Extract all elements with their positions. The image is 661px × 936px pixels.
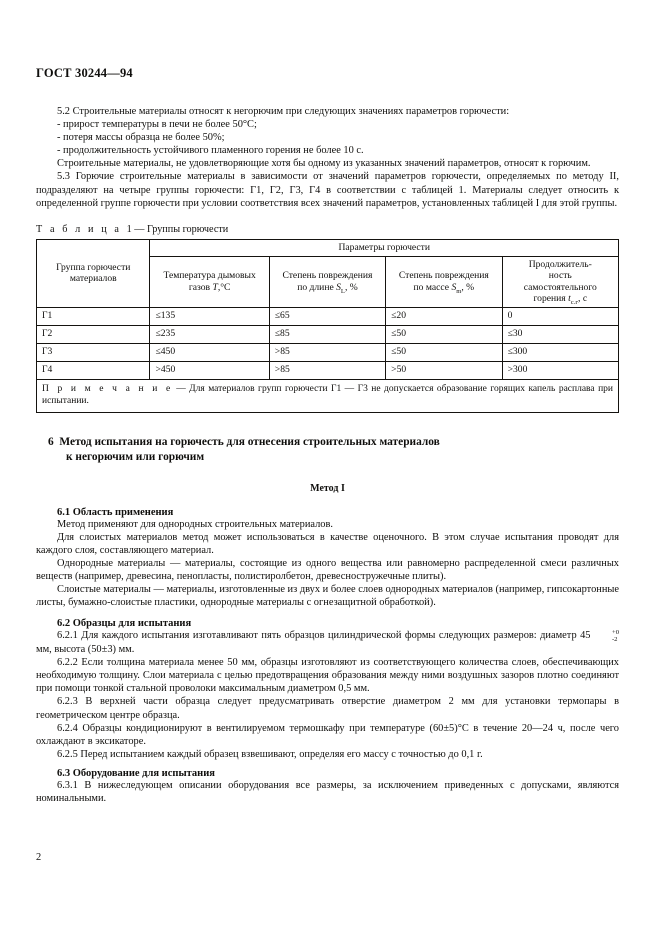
table-caption-label: Т а б л и ц а <box>36 223 122 235</box>
header-line: самостоятельного <box>523 281 597 293</box>
clause-6-2-4: 6.2.4 Образцы кондиционируют в вентилируемом термошкафу при температуре (60±5)°С в течение 20—24 ч, после чего охлаждают в эксикаторе. <box>36 722 619 747</box>
table-header-row-1 <box>37 239 619 256</box>
clause-5-2-bullet-3: - продолжительность устойчивого пламенного горения не более 10 с. <box>57 145 364 157</box>
tolerance-upper: +0 <box>611 628 619 636</box>
subsection-6-3-heading: 6.3 Оборудование для испытания <box>57 767 215 779</box>
table-caption-title: — Группы горючести <box>134 223 229 235</box>
symbol-t: t <box>568 293 571 305</box>
cell-damage-length: >85 <box>269 361 385 379</box>
header-line: Продолжитель- <box>528 258 592 270</box>
method-label: Метод I <box>310 482 345 494</box>
cell-damage-mass: >50 <box>386 361 502 379</box>
section-6-title-line2: к негорючим или горючим <box>66 451 205 464</box>
header-unit: , с <box>578 293 588 305</box>
symbol-S: S <box>336 281 341 293</box>
header-damage-degree-length <box>269 256 385 307</box>
table-caption <box>36 224 619 235</box>
cell-temperature: ≤235 <box>150 325 269 343</box>
clause-6-2-1 <box>36 629 619 656</box>
header-parameters-span: Параметры горючести <box>150 239 619 256</box>
note-text: — Для материалов групп горючести Г1 — Г3 не допускается образование горящих капель расплава при испытании. <box>42 383 614 407</box>
clause-6-3-1: 6.3.1 В нижеследующем описании оборудования все размеры, за исключением приведенных с допусками, являются номинальными. <box>36 779 619 805</box>
symbol-T: T <box>212 281 218 293</box>
table-row <box>37 343 619 361</box>
cell-burn-duration: >300 <box>502 361 618 379</box>
section-6-heading <box>36 435 619 466</box>
subscript-sg: с.г <box>570 299 579 307</box>
cell-temperature: ≤135 <box>150 307 269 325</box>
header-line: горения <box>533 293 569 305</box>
page-content <box>36 66 619 805</box>
subsection-6-1-heading: 6.1 Область применения <box>57 506 174 518</box>
cell-temperature: ≤450 <box>150 343 269 361</box>
symbol-S: S <box>451 281 457 293</box>
cell-temperature: >450 <box>150 361 269 379</box>
clause-6-1-p2: Для слоистых материалов метод может использоваться в качестве оценочного. В этом случае испытания проводят для каждого слоя, составляющего материал. <box>36 531 619 556</box>
header-line: газов <box>188 281 213 293</box>
header-line: Степень повреждения <box>282 270 373 282</box>
cell-group: Г4 <box>37 361 150 379</box>
table-note-cell <box>37 379 619 412</box>
note-label: П р и м е ч а н и е <box>42 383 173 394</box>
cell-group: Г1 <box>37 307 150 325</box>
cell-damage-length: ≤85 <box>269 325 385 343</box>
subsection-6-2-heading: 6.2 Образцы для испытания <box>57 618 192 630</box>
clause-6-2-5: 6.2.5 Перед испытанием каждый образец взвешивают, определяя его массу с точностью до 0,1 г. <box>57 748 483 760</box>
cell-damage-mass: ≤50 <box>386 343 502 361</box>
table-row <box>37 307 619 325</box>
cell-burn-duration: ≤30 <box>502 325 618 343</box>
clause-5-3: 5.3 Горючие строительные материалы в зависимости от значений параметров горючести, определяемых по методу II, подразделяют на четыре группы горючести: Г1, Г2, Г3, Г4 в соответствии с таблицей 1. Материалы следует относить к определенной группе горючести при условии соответствия всех значений параметров, установленных таблицей I для этой группы. <box>36 171 619 209</box>
header-line: Степень повреждения <box>398 270 489 282</box>
cell-group: Г2 <box>37 325 150 343</box>
clause-6-2-1-text-before: 6.2.1 Для каждого испытания изготавливают пять образцов цилиндрической формы следующих размеров: диаметр 45 <box>57 630 591 642</box>
cell-group: Г3 <box>37 343 150 361</box>
clause-6-1-p3: Однородные материалы — материалы, состоящие из одного вещества или равномерно распределенной смеси различных веществ (например, древесина, пенопласты, полистиролбетон, древесностружечные плиты). <box>36 557 619 582</box>
standard-number-header: ГОСТ 30244—94 <box>36 66 133 80</box>
header-line: ность <box>548 270 572 282</box>
clause-6-2-1-text-after: мм, высота (50±3) мм. <box>36 644 135 656</box>
clause-6-1-p1: Метод применяют для однородных строительных материалов. <box>57 518 333 530</box>
table-caption-number: 1 <box>126 223 132 235</box>
header-unit: , % <box>344 281 358 293</box>
table-note-row <box>37 379 619 412</box>
flammability-groups-table <box>36 239 619 413</box>
clause-6-1-p4: Слоистые материалы — материалы, изготовленные из двух и более слоев однородных материалов (например, гипсокартонные листы, бумажно-слоистые пластики, однородные материалы с огнезащитной обработкой). <box>36 584 619 609</box>
cell-damage-mass: ≤50 <box>386 325 502 343</box>
clause-5-2-tail: Строительные материалы, не удовлетворяющие хотя бы одному из указанных значений параметров, относят к горючим. <box>57 158 591 170</box>
cell-burn-duration: ≤300 <box>502 343 618 361</box>
header-smoke-gas-temperature <box>150 256 269 307</box>
clause-6-2-3: 6.2.3 В верхней части образца следует предусматривать отверстие диаметром 2 мм для установки термопары в геометрическом центре образца. <box>36 696 619 721</box>
table-row <box>37 361 619 379</box>
table-row <box>37 325 619 343</box>
header-line: по массе <box>413 281 452 293</box>
cell-damage-mass: ≤20 <box>386 307 502 325</box>
diameter-tolerance <box>591 630 619 643</box>
header-unit: ,°С <box>217 281 231 293</box>
cell-burn-duration: 0 <box>502 307 618 325</box>
header-line: по длине <box>297 281 337 293</box>
page-number: 2 <box>36 852 42 863</box>
header-group-column: Группа горючести материалов <box>37 239 150 307</box>
subscript-m: m <box>456 287 462 295</box>
section-6-title-line1: Метод испытания на горючесть для отнесения строительных материалов <box>59 435 440 448</box>
tolerance-lower: -2 <box>611 635 618 643</box>
subscript-L: L <box>340 287 345 295</box>
section-6-number: 6 <box>48 435 54 448</box>
header-self-burning-duration <box>502 256 618 307</box>
cell-damage-length: >85 <box>269 343 385 361</box>
clause-5-2-bullet-1: - прирост температуры в печи не более 50°С; <box>57 119 257 131</box>
header-damage-degree-mass <box>386 256 502 307</box>
header-unit: , % <box>461 281 475 293</box>
header-line: Температура дымовых <box>163 270 256 282</box>
clause-5-2-intro: 5.2 Строительные материалы относят к негорючим при следующих значениях параметров горючести: <box>57 106 510 117</box>
clause-5-2-bullet-2: - потеря массы образца не более 50%; <box>57 132 225 144</box>
clause-6-2-2: 6.2.2 Если толщина материала менее 50 мм, образцы изготовляют из соответствующего количества слоев, обеспечивающих необходимую толщину. Слои материала с целью предотвращения образования между ними воздушных зазоров плотно соединяют при помощи тонкой стальной проволоки максимальным диаметром 0,5 мм. <box>36 657 619 695</box>
cell-damage-length: ≤65 <box>269 307 385 325</box>
